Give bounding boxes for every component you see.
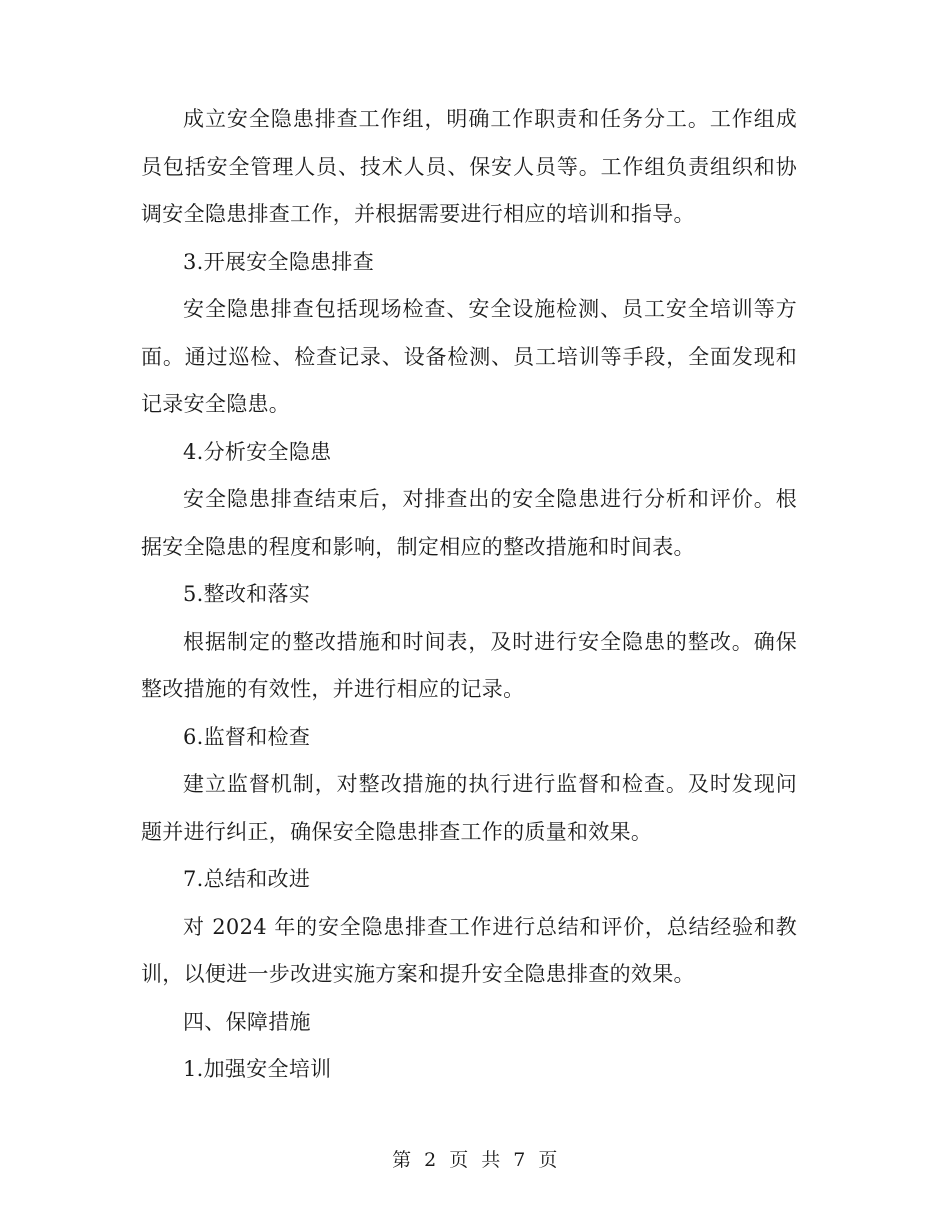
paragraph-rectification: 根据制定的整改措施和时间表，及时进行安全隐患的整改。确保整改措施的有效性，并进行相应的记录。 [141, 629, 797, 701]
document-body [141, 96, 797, 1094]
paragraph-summary: 对 2024 年的安全隐患排查工作进行总结和评价，总结经验和教训，以便进一步改进实施方案和提升安全隐患排查的效果。 [141, 914, 797, 986]
section-heading-5: 5.整改和落实 [183, 582, 311, 606]
paragraph-investigation: 安全隐患排查包括现场检查、安全设施检测、员工安全培训等方面。通过巡检、检查记录、设备检测、员工培训等手段，全面发现和记录安全隐患。 [141, 297, 797, 416]
section-heading-7: 7.总结和改进 [183, 867, 311, 891]
section-heading-guarantee: 四、保障措施 [183, 1009, 311, 1034]
page-number-footer: 第 2 页 共 7 页 [392, 1149, 558, 1171]
section-heading-3: 3.开展安全隐患排查 [183, 249, 375, 274]
section-heading-6: 6.监督和检查 [183, 724, 311, 749]
paragraph-analysis: 安全隐患排查结束后，对排查出的安全隐患进行分析和评价。根据安全隐患的程度和影响，制定相应的整改措施和时间表。 [141, 487, 797, 559]
subsection-heading-training: 1.加强安全培训 [183, 1057, 332, 1081]
paragraph-supervision: 建立监督机制，对整改措施的执行进行监督和检查。及时发现问题并进行纠正，确保安全隐患排查工作的质量和效果。 [141, 772, 797, 844]
paragraph-workgroup: 成立安全隐患排查工作组，明确工作职责和任务分工。工作组成员包括安全管理人员、技术人员、保安人员等。工作组负责组织和协调安全隐患排查工作，并根据需要进行相应的培训和指导。 [141, 107, 797, 226]
section-heading-4: 4.分析安全隐患 [183, 439, 332, 464]
